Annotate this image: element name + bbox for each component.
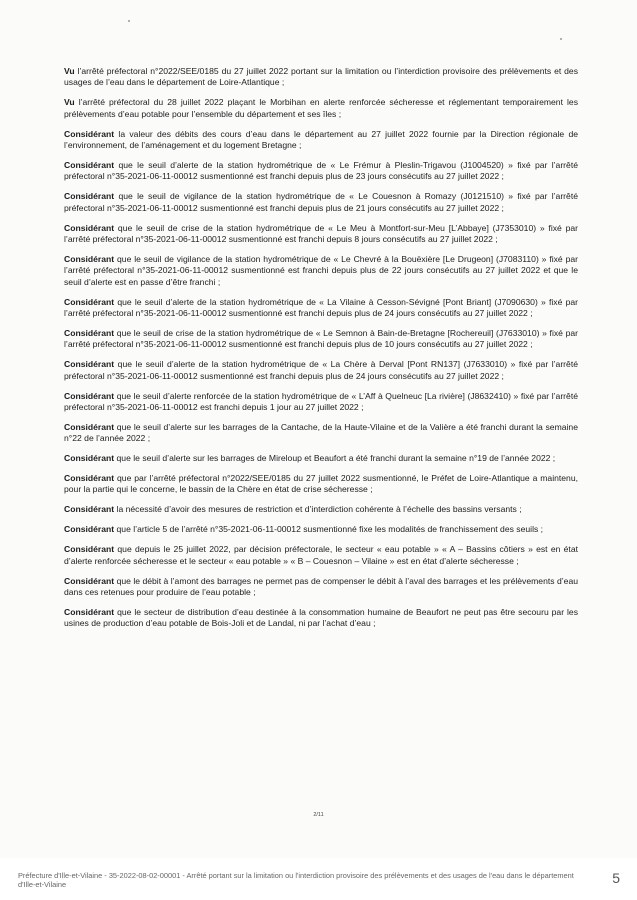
- paragraph-text: que l’article 5 de l’arrêté n°35-2021-06-11-00012 susmentionné fixe les modalités de franchissement des seuils ;: [114, 524, 544, 535]
- paragraph-lead: Considérant: [64, 222, 115, 233]
- paragraph-text: que le seuil de vigilance de la station hydrométrique de « Le Couesnon à Romazy (J0121510) » fixé par l’arrêté préfectoral n°35-2021-06-11-00012 susmentionné est franchi depuis plus de 21 jours consécutifs au 27 juillet 2022 ;: [64, 191, 578, 213]
- paragraph-lead: Considérant: [64, 453, 115, 464]
- paragraph-text: la nécessité d’avoir des mesures de restriction et d’interdiction cohérente à l’échelle des bassins versants ;: [114, 504, 522, 515]
- paragraph-text: l’arrêté préfectoral n°2022/SEE/0185 du 27 juillet 2022 portant sur la limitation ou l’interdiction provisoire des prélèvements et des usages de l’eau dans le département de Loire-Atlantique ;: [64, 66, 578, 88]
- paragraph: [64, 391, 578, 414]
- paragraph: [64, 66, 578, 89]
- paragraph: [64, 297, 578, 320]
- scan-speck: [128, 20, 130, 22]
- paragraph-text: que le seuil d’alerte de la station hydrométrique de « Le Frémur à Pleslin-Trigavou (J1004520) » fixé par l’arrêté préfectoral n°35-2021-06-11-00012 susmentionné est franchi depuis plus de 23 jours consécutifs au 27 juillet 2022 ;: [64, 159, 578, 182]
- paragraph-text: que le seuil de crise de la station hydrométrique de « Le Meu à Montfort-sur-Meu [L’Abbaye] (J7353010) » fixé par l’arrêté préfectoral n°35-2021-06-11-00012 susmentionné est franchi depuis 8 jours consécutifs au 27 juillet 2022 ;: [64, 222, 578, 244]
- paragraph-text: que le seuil d’alerte de la station hydrométrique de « La Vilaine à Cesson-Sévigné [Pont Briant] (J7090630) » fixé par l’arrêté préfectoral n°35-2021-06-11-00012 susmentionné est franchi depuis plus de 24 jours consécutifs au 27 juillet 2022 ;: [64, 296, 578, 318]
- paragraph: [64, 160, 578, 183]
- paragraph-lead: Considérant: [64, 359, 115, 370]
- page-number: 2/11: [313, 812, 324, 818]
- paragraph-lead: Considérant: [64, 296, 115, 307]
- paragraph-text: que depuis le 25 juillet 2022, par décision préfectorale, le secteur « eau potable » « A – Bassins côtiers » est en état d’alerte renforcée sécheresse et le secteur « eau potable » « B – Couesnon – Vilaine » est en état d’alerte sécheresse ;: [64, 544, 578, 566]
- paragraph-text: que le seuil d’alerte sur les barrages de la Cantache, de la Haute-Vilaine et de la Valière a été franchi durant la semaine n°22 de l’année 2022 ;: [64, 421, 578, 444]
- paragraph-text: que le seuil d’alerte sur les barrages de Mireloup et Beaufort a été franchi durant la semaine n°19 de l’année 2022 ;: [114, 453, 556, 464]
- scan-speck: [560, 38, 562, 40]
- paragraph: [64, 524, 578, 535]
- paragraph-lead: Considérant: [64, 421, 115, 432]
- paragraph: [64, 544, 578, 567]
- paragraph-lead: Considérant: [64, 606, 115, 617]
- paragraph-lead: Considérant: [64, 504, 115, 515]
- paragraph-text: que le seuil de crise de la station hydrométrique de « Le Semnon à Bain-de-Bretagne [Rochereuil] (J7633010) » fixé par l’arrêté préfectoral n°35-2021-06-11-00012 susmentionné est franchi depuis plus de 10 jours consécutifs au 27 juillet 2022 ;: [64, 327, 578, 350]
- paragraph-lead: Vu: [64, 97, 75, 108]
- paragraph: [64, 254, 578, 288]
- paragraph-text: la valeur des débits des cours d’eau dans le département au 27 juillet 2022 fournie par la Direction régionale de l’environnement, de l’aménagement et du logement Bretagne ;: [64, 128, 578, 151]
- paragraph-text: que le seuil d’alerte renforcée de la station hydrométrique de « L’Aff à Quelneuc [La rivière] (J8632410) » fixé par l’arrêté préfectoral n°35-2021-06-11-00012 est franchi depuis 1 jour au 27 juillet 2022 ;: [64, 390, 578, 412]
- footer-page-number: 5: [612, 870, 620, 886]
- paragraph-text: l’arrêté préfectoral du 28 juillet 2022 plaçant le Morbihan en alerte renforcée sécheresse et réglementant temporairement les prélèvements d’eau potable pour l’ensemble du département et ses îles ;: [64, 97, 578, 119]
- paragraph: [64, 576, 578, 599]
- paragraph: [64, 97, 578, 120]
- paragraph: [64, 453, 578, 464]
- paragraph-lead: Considérant: [64, 327, 115, 338]
- paragraph-lead: Considérant: [64, 128, 115, 139]
- paragraph: [64, 359, 578, 382]
- paragraph-text: que le débit à l’amont des barrages ne permet pas de compenser le débit à l’aval des barrages et les prélèvements d’eau dans ces retenues pour produire de l’eau potable ;: [64, 575, 578, 597]
- paragraph-lead: Considérant: [64, 191, 115, 202]
- document-body: [64, 66, 578, 638]
- paragraph: [64, 191, 578, 214]
- paragraph-lead: Considérant: [64, 544, 115, 555]
- paragraph-text: que par l’arrêté préfectoral n°2022/SEE/0185 du 27 juillet 2022 susmentionné, le Préfet de Loire-Atlantique a maintenu, pour la partie qui le concerne, le bassin de la Chère en état de crise sécheresse ;: [64, 473, 578, 495]
- paragraph: [64, 473, 578, 496]
- paragraph: [64, 422, 578, 445]
- paragraph-lead: Considérant: [64, 524, 115, 535]
- paragraph: [64, 129, 578, 152]
- paragraph-lead: Considérant: [64, 575, 115, 586]
- footer-text: Préfecture d'Ille-et-Vilaine - 35-2022-08-02-00001 - Arrêté portant sur la limitation ou l'interdiction provisoire des prélèvements et des usages de l'eau dans le département d'Ille-et-Vilaine: [18, 871, 574, 889]
- paragraph-lead: Considérant: [64, 473, 115, 484]
- paragraph-text: que le secteur de distribution d’eau destinée à la consommation humaine de Beaufort ne peut pas être secouru par les usines de production d’eau potable de Bois-Joli et de Landal, ni par l’achat d’eau ;: [64, 606, 578, 629]
- paragraph: [64, 223, 578, 246]
- paragraph: [64, 328, 578, 351]
- paragraph-text: que le seuil d’alerte de la station hydrométrique de « La Chère à Derval [Pont RN137] (J7633010) » fixé par l’arrêté préfectoral n°35-2021-06-11-00012 susmentionné est franchi depuis plus de 24 jours consécutifs au 27 juillet 2022 ;: [64, 359, 578, 381]
- paragraph-lead: Considérant: [64, 253, 115, 264]
- paragraph-lead: Considérant: [64, 390, 115, 401]
- paragraph: [64, 607, 578, 630]
- paragraph-lead: Vu: [64, 66, 75, 76]
- paragraph-lead: Considérant: [64, 159, 115, 170]
- paragraph: [64, 504, 578, 515]
- paragraph-text: que le seuil de vigilance de la station hydrométrique de « Le Chevré à la Bouëxière [Le Drugeon] (J7083110) » fixé par l’arrêté préfectoral n°35-2021-06-11-00012 susmentionné est franchi depuis plus de 22 jours consécutifs au 27 juillet 2022 et que le seuil d’alerte est en passe d’être franchi ;: [64, 253, 578, 287]
